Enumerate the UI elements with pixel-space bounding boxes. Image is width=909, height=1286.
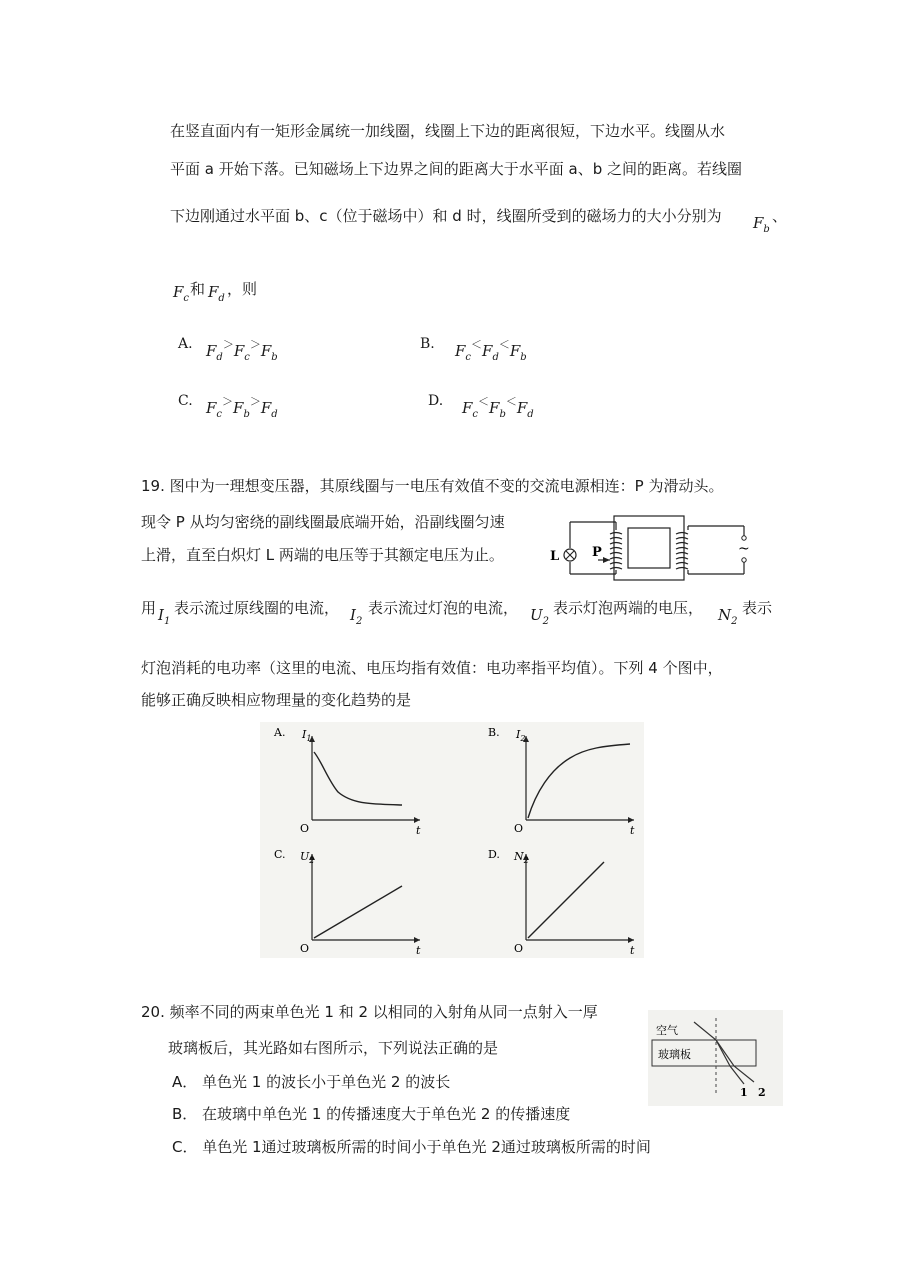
q20-option-c: C． 单色光 1通过玻璃板所需的时间小于单色光 2通过玻璃板所需的时间 [172,1138,651,1156]
q18-option-a-expr: $F_d^>F_c^>F_b$ [206,338,278,363]
q19-line1: 19. 图中为一理想变压器，其原线圈与一电压有效值不变的交流电源相连：P 为滑动头。 [141,477,724,495]
q19-line4-a: 用 [141,599,157,617]
q18-option-c-expr: $F_c^>F_b^>F_d$ [206,395,278,420]
q19-line5: 灯泡消耗的电功率（这里的电流、电压均指有效值：电功率指平均值）。下列 4 个图中， [141,659,723,677]
q20-line2: 玻璃板后，其光路如右图所示，下列说法正确的是 [168,1039,499,1057]
q19-symbol-i2: $I_2$ [350,606,363,627]
ray-2-label: 2 [758,1086,766,1099]
q19-line6: 能够正确反映相应物理量的变化趋势的是 [141,691,412,709]
q18-line2: 平面 a 开始下落。已知磁场上下边界之间的距离大于水平面 a、b 之间的距离。若线圈 [170,160,742,178]
q20-line1: 20. 频率不同的两束单色光 1 和 2 以相同的入射角从同一点射入一厚 [141,1003,598,1021]
graph-c-origin: O [300,942,310,955]
q18-line3: 下边刚通过水平面 b、c（位于磁场中）和 d 时，线圈所受到的磁场力的大小分别为 [170,207,722,225]
q18-symbol-fb: $F_b$ [753,214,770,235]
transformer-circuit-diagram [548,508,758,588]
graph-b-label: B. [488,726,500,739]
graph-d-label: D. [488,848,500,861]
graph-d-xlabel: t [630,944,635,957]
q19-line3: 上滑，直至白炽灯 L 两端的电压等于其额定电压为止。 [141,546,504,564]
q18-option-b-expr: $F_c^<F_d^<F_b$ [455,338,527,363]
q19-symbol-i1: $I_1$ [158,606,171,627]
q19-symbol-u2: $U_2$ [530,606,550,627]
q18-option-d-label: D. [428,393,444,409]
q18-line1: 在竖直面内有一矩形金属统一加线圈，线圈上下边的距离很短，下边水平。线圈从水 [170,122,726,140]
q18-option-a-label: A. [178,336,193,352]
q19-symbol-n2: $N_2$ [718,606,738,627]
q18-separator: 、 [772,207,788,225]
q18-option-d-expr: $F_c^<F_b^<F_d$ [462,395,534,420]
ac-source-symbol: ~ [738,541,750,557]
q20-refraction-figure [648,1010,783,1106]
q18-option-c-label: C. [178,393,193,409]
ray-1-label: 1 [740,1086,748,1099]
graph-c-ylabel: $U_2$ [300,850,315,865]
q19-line4-e: 表示 [742,599,773,617]
graph-d-origin: O [514,942,524,955]
q19-line4-b: 表示流过原线圈的电流， [174,599,340,617]
q19-line4-c: 表示流过灯泡的电流， [368,599,519,617]
slider-arrow-icon [603,557,610,563]
q20-option-a: A． 单色光 1 的波长小于单色光 2 的波长 [172,1073,451,1091]
graph-c-label: C. [274,848,286,861]
q18-symbol-fd: $F_d$ [208,283,225,304]
air-label: 空气 [656,1024,678,1037]
q18-option-b-label: B. [420,336,435,352]
q18-symbol-fc: $F_c$ [173,283,190,304]
q19-line2: 现令 P 从均匀密绕的副线圈最底端开始，沿副线圈匀速 [141,513,505,531]
graph-b-xlabel: t [630,824,635,837]
q20-option-b: B． 在玻璃中单色光 1 的传播速度大于单色光 2 的传播速度 [172,1105,571,1123]
graph-a-ylabel: $I_1$ [302,728,312,743]
graph-b-ylabel: $I_2$ [516,728,526,743]
glass-label: 玻璃板 [658,1048,691,1061]
graph-a-xlabel: t [416,824,421,837]
q19-line4-d: 表示灯泡两端的电压， [553,599,704,617]
slider-label: P [592,545,602,560]
q18-then: ，则 [227,280,258,298]
graph-c-xlabel: t [416,944,421,957]
graph-b-origin: O [514,822,524,835]
graph-a-label: A. [274,726,286,739]
graph-a-origin: O [300,822,310,835]
lamp-label: L [550,549,560,564]
graph-d-ylabel: $N_2$ [514,850,529,865]
q18-and: 和 [190,280,206,298]
q19-graph-options [260,722,644,958]
